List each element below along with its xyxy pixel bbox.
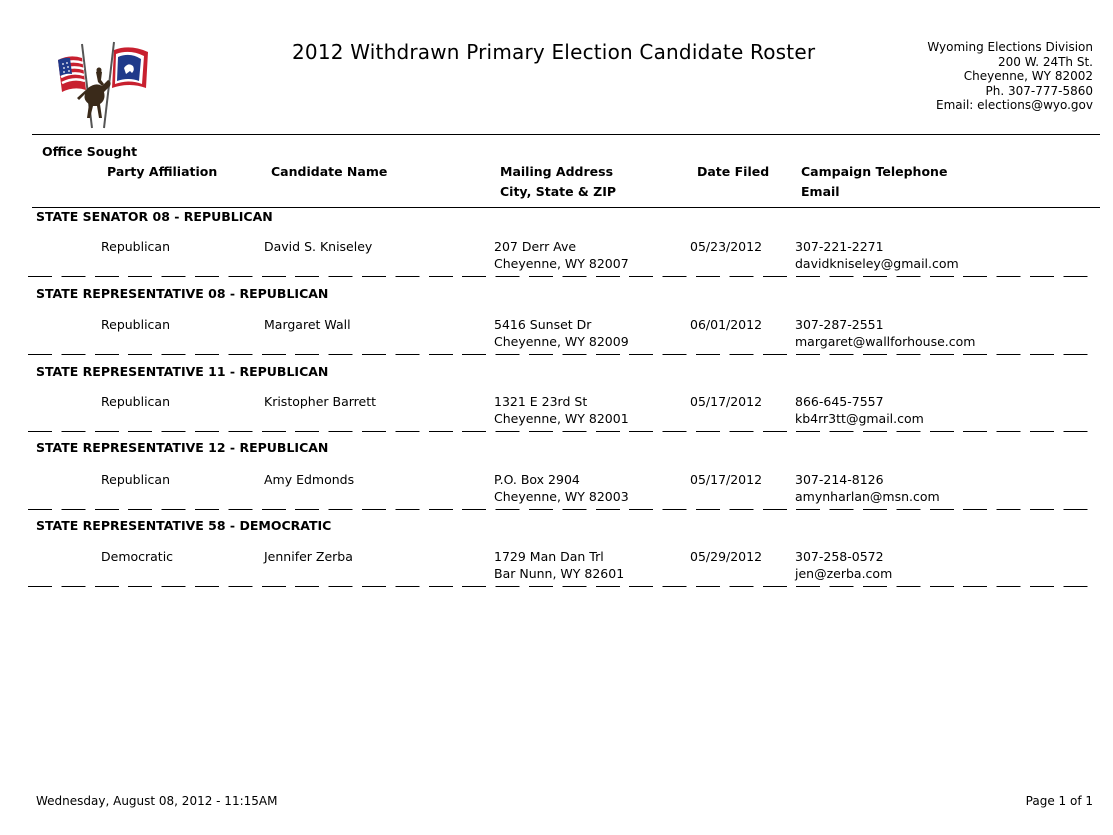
mailing-address: 207 Derr Ave [494, 239, 577, 254]
candidate-email: kb4rr3tt@gmail.com [795, 411, 924, 426]
date-filed: 05/29/2012 [690, 549, 763, 564]
contact-city: Cheyenne, WY 82002 [963, 69, 1093, 83]
candidate-name: Amy Edmonds [264, 472, 355, 487]
dashed-divider [28, 354, 1092, 355]
date-filed: 06/01/2012 [690, 317, 763, 332]
party-affiliation: Democratic [101, 549, 174, 564]
col-party: Party Affiliation [107, 164, 218, 179]
city-state-zip: Bar Nunn, WY 82601 [494, 566, 625, 581]
party-affiliation: Republican [101, 239, 171, 254]
dashed-divider [28, 276, 1092, 277]
office-title: STATE REPRESENTATIVE 12 - REPUBLICAN [36, 440, 329, 455]
report-timestamp: Wednesday, August 08, 2012 - 11:15AM [36, 794, 278, 808]
mailing-address: 5416 Sunset Dr [494, 317, 592, 332]
flags-logo-icon [52, 38, 152, 130]
candidate-name: Jennifer Zerba [264, 549, 353, 564]
party-affiliation: Republican [101, 394, 171, 409]
city-state-zip: Cheyenne, WY 82001 [494, 411, 629, 426]
columns-rule [32, 207, 1100, 208]
campaign-telephone: 307-214-8126 [795, 472, 884, 487]
contact-org: Wyoming Elections Division [927, 40, 1093, 54]
campaign-telephone: 307-287-2551 [795, 317, 884, 332]
party-affiliation: Republican [101, 317, 171, 332]
page-title: 2012 Withdrawn Primary Election Candidate Roster [292, 40, 816, 64]
candidate-name: Kristopher Barrett [264, 394, 377, 409]
date-filed: 05/17/2012 [690, 472, 763, 487]
contact-block [927, 40, 1093, 113]
dashed-divider [28, 586, 1092, 587]
city-state-zip: Cheyenne, WY 82007 [494, 256, 629, 271]
col-city: City, State & ZIP [500, 184, 617, 199]
col-candidate: Candidate Name [271, 164, 388, 179]
candidate-email: davidkniseley@gmail.com [795, 256, 959, 271]
office-title: STATE REPRESENTATIVE 58 - DEMOCRATIC [36, 518, 332, 533]
candidate-name: Margaret Wall [264, 317, 351, 332]
col-email: Email [801, 184, 840, 199]
campaign-telephone: 866-645-7557 [795, 394, 884, 409]
contact-phone: Ph. 307-777-5860 [985, 83, 1093, 98]
office-title: STATE REPRESENTATIVE 11 - REPUBLICAN [36, 364, 329, 379]
contact-street: 200 W. 24Th St. [998, 54, 1093, 69]
dashed-divider [28, 431, 1092, 432]
candidate-name: David S. Kniseley [264, 239, 373, 254]
col-address: Mailing Address [500, 164, 614, 179]
campaign-telephone: 307-221-2271 [795, 239, 884, 254]
office-title: STATE REPRESENTATIVE 08 - REPUBLICAN [36, 286, 329, 301]
dashed-divider [28, 509, 1092, 510]
mailing-address: 1321 E 23rd St [494, 394, 588, 409]
city-state-zip: Cheyenne, WY 82009 [494, 334, 629, 349]
date-filed: 05/17/2012 [690, 394, 763, 409]
date-filed: 05/23/2012 [690, 239, 763, 254]
candidate-email: amynharlan@msn.com [795, 489, 940, 504]
party-affiliation: Republican [101, 472, 171, 487]
campaign-telephone: 307-258-0572 [795, 549, 884, 564]
city-state-zip: Cheyenne, WY 82003 [494, 489, 629, 504]
mailing-address: P.O. Box 2904 [494, 472, 580, 487]
page-number: Page 1 of 1 [1025, 794, 1093, 808]
candidate-email: jen@zerba.com [795, 566, 893, 581]
mailing-address: 1729 Man Dan Trl [494, 549, 604, 564]
candidate-email: margaret@wallforhouse.com [795, 334, 976, 349]
header-rule [32, 134, 1100, 135]
col-date: Date Filed [697, 164, 770, 179]
col-office-sought: Office Sought [42, 144, 138, 159]
col-phone: Campaign Telephone [801, 164, 948, 179]
office-title: STATE SENATOR 08 - REPUBLICAN [36, 209, 273, 224]
contact-email: Email: elections@wyo.gov [935, 98, 1093, 112]
